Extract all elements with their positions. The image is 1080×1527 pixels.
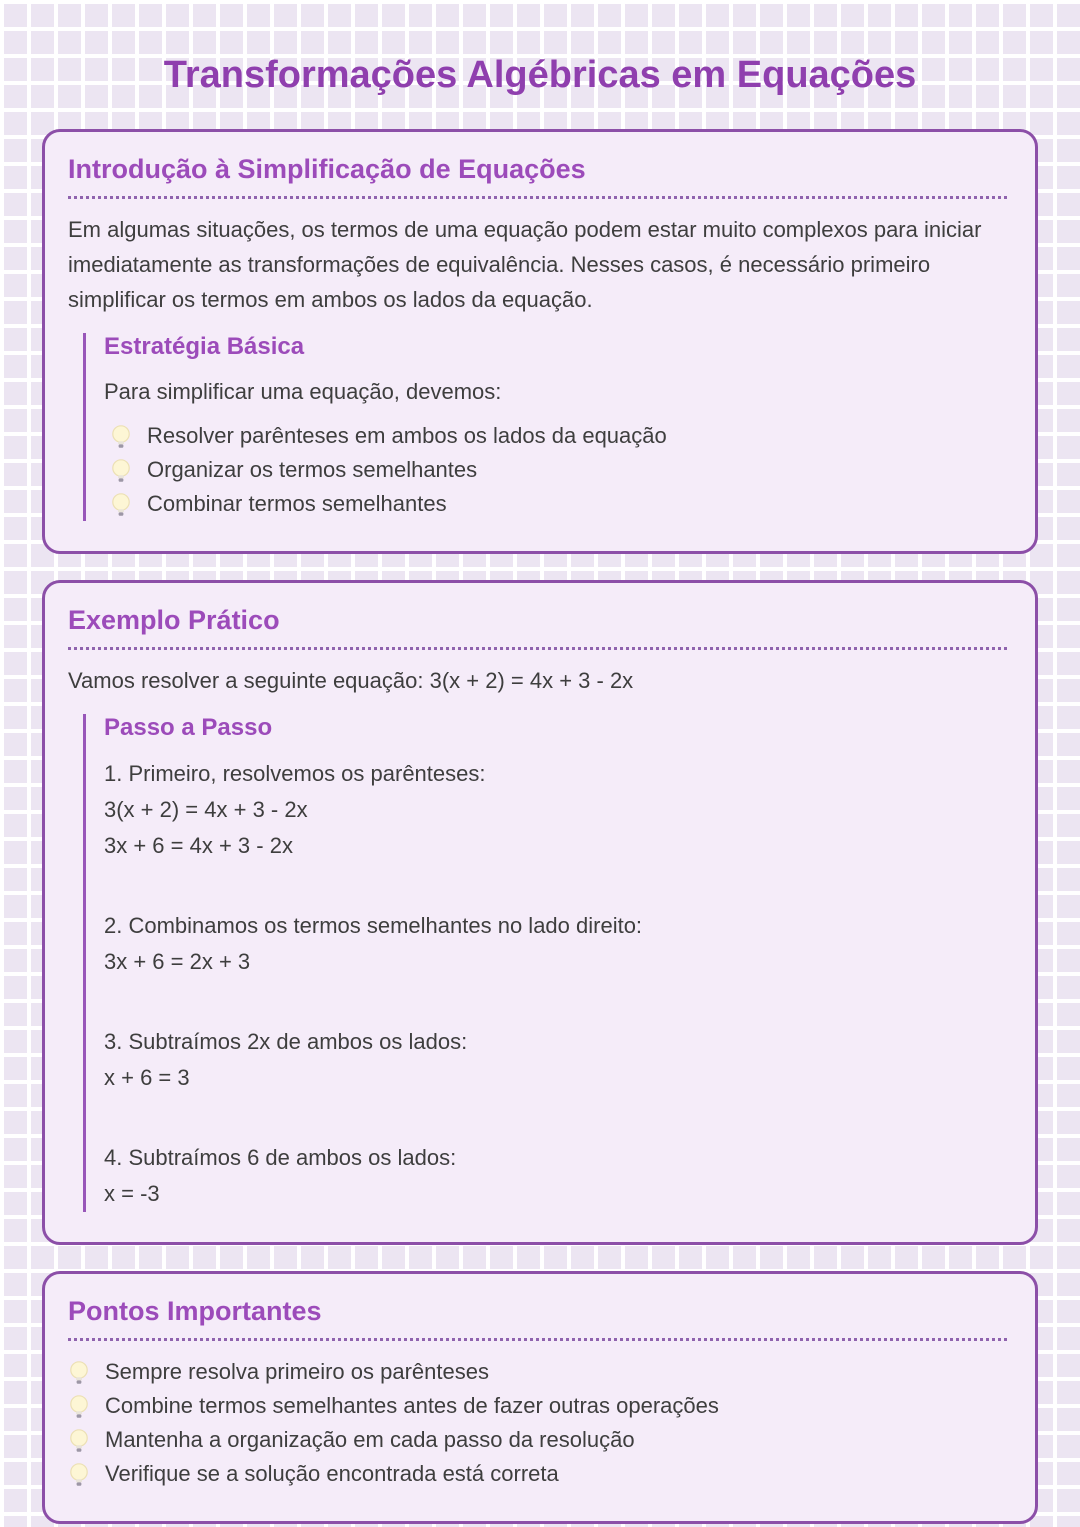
list-item bbox=[68, 1355, 1007, 1389]
equation-line: x = -3 bbox=[104, 1181, 160, 1206]
section-heading-introducao: Introdução à Simplificação de Equações bbox=[68, 154, 1007, 199]
list-item-label: Combine termos semelhantes antes de fazer outras operações bbox=[105, 1393, 719, 1418]
lightbulb-icon bbox=[68, 1462, 90, 1487]
step-3 bbox=[104, 1024, 1007, 1096]
list-item bbox=[110, 453, 1007, 487]
subsection-heading-estrategia: Estratégia Básica bbox=[104, 333, 305, 360]
card-introducao bbox=[42, 129, 1038, 554]
list-item bbox=[110, 419, 1007, 453]
step-4 bbox=[104, 1140, 1007, 1212]
list-item-label: Verifique se a solução encontrada está correta bbox=[105, 1461, 559, 1486]
list-item-label: Mantenha a organização em cada passo da resolução bbox=[105, 1427, 635, 1452]
section-paragraph-exemplo: Vamos resolver a seguinte equação: 3(x + 2) = 4x + 3 - 2x bbox=[68, 668, 634, 693]
card-exemplo-pratico bbox=[42, 580, 1038, 1245]
lightbulb-icon bbox=[68, 1394, 90, 1419]
lightbulb-icon bbox=[68, 1428, 90, 1453]
step-2 bbox=[104, 908, 1007, 980]
step-label: 1. Primeiro, resolvemos os parênteses: bbox=[104, 761, 486, 786]
strategy-bullet-list bbox=[104, 419, 1007, 521]
subsection-estrategia-basica bbox=[83, 333, 1007, 521]
subsection-passo-a-passo bbox=[83, 714, 1007, 1212]
list-item-label: Resolver parênteses em ambos os lados da equação bbox=[147, 423, 667, 448]
subsection-heading-passo: Passo a Passo bbox=[104, 714, 273, 741]
step-1 bbox=[104, 756, 1007, 864]
list-item bbox=[68, 1389, 1007, 1423]
list-item bbox=[110, 487, 1007, 521]
list-item-label: Organizar os termos semelhantes bbox=[147, 457, 478, 482]
lightbulb-icon bbox=[110, 492, 132, 517]
lightbulb-icon bbox=[68, 1360, 90, 1385]
equation-line: 3x + 6 = 4x + 3 - 2x bbox=[104, 833, 293, 858]
list-item bbox=[68, 1457, 1007, 1491]
section-paragraph-introducao: Em algumas situações, os termos de uma equação podem estar muito complexos para iniciar imediatamente as transformações de equivalência. Nesses casos, é necessário primeiro simplificar os termos em ambos os lados da equação. bbox=[68, 217, 982, 312]
lightbulb-icon bbox=[110, 424, 132, 449]
section-heading-pontos: Pontos Importantes bbox=[68, 1296, 1007, 1341]
step-label: 4. Subtraímos 6 de ambos os lados: bbox=[104, 1145, 457, 1170]
equation-line: 3x + 6 = 2x + 3 bbox=[104, 949, 251, 974]
list-item bbox=[68, 1423, 1007, 1457]
important-points-list bbox=[68, 1355, 1007, 1491]
step-label: 2. Combinamos os termos semelhantes no lado direito: bbox=[104, 913, 643, 938]
card-pontos-importantes bbox=[42, 1271, 1038, 1524]
equation-line: 3(x + 2) = 4x + 3 - 2x bbox=[104, 797, 308, 822]
equation-line: x + 6 = 3 bbox=[104, 1065, 190, 1090]
list-item-label: Sempre resolva primeiro os parênteses bbox=[105, 1359, 489, 1384]
lightbulb-icon bbox=[110, 458, 132, 483]
section-heading-exemplo: Exemplo Prático bbox=[68, 605, 1007, 650]
page-title: Transformações Algébricas em Equações bbox=[163, 54, 917, 96]
list-item-label: Combinar termos semelhantes bbox=[147, 491, 447, 516]
step-label: 3. Subtraímos 2x de ambos os lados: bbox=[104, 1029, 468, 1054]
subsection-intro-text: Para simplificar uma equação, devemos: bbox=[104, 379, 502, 404]
